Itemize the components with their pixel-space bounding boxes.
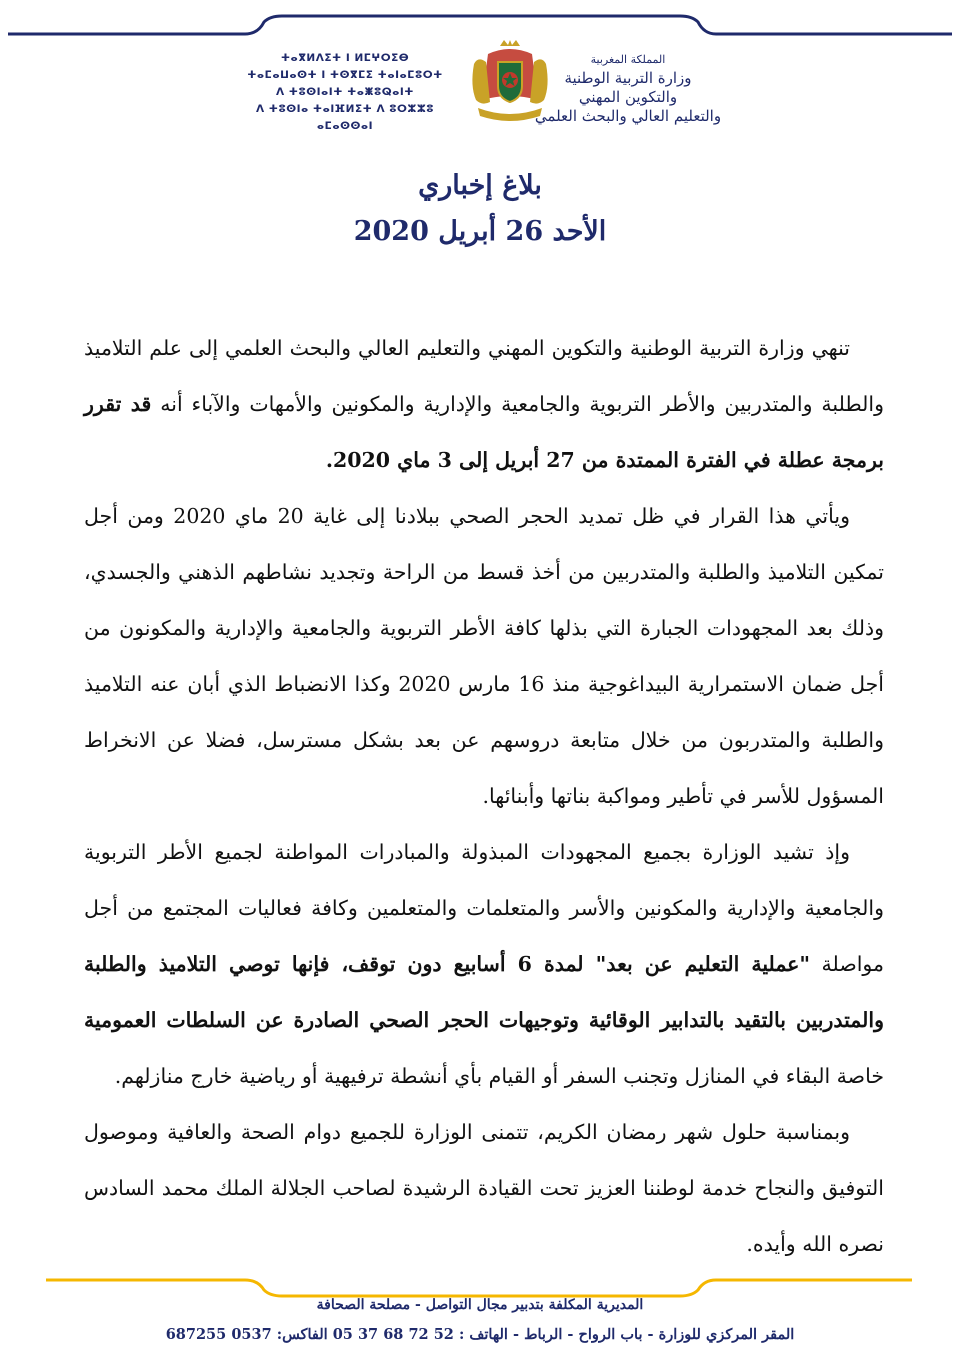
header-decorative-line [0, 0, 960, 40]
paragraph-text: وإذ تشيد الوزارة بجميع المجهودات المبذولة والمبادرات المواطنة لجميع الأطر التربوية والجامعية والإدارية والمكونين والأسر والمتعلمات والمتعلمين وكافة فعاليات المجتمع من أجل مواصلة [84, 840, 884, 976]
ministry-line: وزارة التربية الوطنية [564, 69, 692, 87]
document-date: الأحد 26 أبريل 2020 [353, 216, 607, 247]
ministry-line: والتكوين المهني [578, 88, 678, 106]
document-title: بلاغ إخباري [418, 170, 542, 201]
tifinagh-line: ⴷ ⵜⵓⵙⵏⴰ ⵜⴰⵏⴼⵍⵉⵜ ⴷ ⵓⵔⵣⵣⵓ ⴰⵎⴰⵙⵙⴰⵏ [255, 103, 435, 132]
paragraph-3 [84, 824, 884, 1104]
paragraph-text: تنهي وزارة التربية الوطنية والتكوين المهني والتعليم العالي والبحث العلمي إلى علم التلاميذ والطلبة والمتدربين والأطر التربوية والجامعية والإدارية والمكونين والأمهات والآباء أنه [84, 336, 885, 416]
paragraph-4: وبمناسبة حلول شهر رمضان الكريم، تتمنى الوزارة للجميع دوام الصحة والعافية وموصول التوفيق والنجاح خدمة لوطننا العزيز تحت القيادة الرشيدة لصاحب الجلالة الملك محمد السادس نصره الله وأيده. [84, 1120, 884, 1256]
kingdom-label: المملكة المغربية [590, 53, 666, 66]
press-release-title [0, 166, 960, 252]
tifinagh-header [230, 50, 460, 135]
ministry-line: والتعليم العالي والبحث العلمي [534, 107, 722, 125]
paragraph-bold-text: قد تقرر برمجة عطلة في الفترة الممتدة من 27 أبريل إلى 3 ماي 2020. [84, 392, 884, 472]
paragraph-bold-text: "عملية التعليم عن بعد" لمدة 6 أسابيع دون توقف، فإنها توصي التلاميذ والطلبة والمتدربين بالتقيد بالتدابير الوقائية وتوجيهات الحجر الصحي الصادرة عن السلطات العمومية [84, 952, 884, 1032]
paragraph-2: ويأتي هذا القرار في ظل تمديد الحجر الصحي ببلادنا إلى غاية 20 ماي 2020 ومن أجل تمكين التلاميذ والطلبة والمتدربين من أخذ قسط من الراحة وتجديد نشاطهم الذهني والجسدي، وذلك بعد المجهودات الجبارة التي بذلها كافة الأطر التربوية والجامعية والإدارية والمكونون من أجل ضمان الاستمرارية البيداغوجية منذ 16 مارس 2020 وكذا الانضباط الذي أبان عنه التلاميذ والطلبة والمتدربون من خلال متابعة دروسهم عن بعد بشكل مسترسل، فضلا عن الانخراط المسؤول للأسر في تأطير ومواكبة بناتها وأبنائها. [84, 504, 884, 808]
tifinagh-line: ⵜⴰⵎⴰⵡⴰⵙⵜ ⵏ ⵜⵙⴳⵎⵉ ⵜⴰⵏⴰⵎⵓⵔⵜ [247, 69, 443, 81]
footer-contact: المقر المركزي للوزارة - باب الرواح - الرباط - الهاتف : 52 72 68 37 05 الفاكس: 0537 687255 [165, 1326, 795, 1343]
tifinagh-line: ⴷ ⵜⵓⵙⵏⴰⵏⵜ ⵜⴰⵥⵓⵕⴰⵏⵜ [276, 86, 414, 98]
document-body [84, 320, 884, 1272]
paragraph-1 [84, 320, 884, 488]
footer-department: المديرية المكلفة بتدبير مجال التواصل - مصلحة الصحافة [316, 1297, 644, 1313]
ministry-header [528, 50, 728, 126]
paragraph-text: خاصة البقاء في المنازل وتجنب السفر أو القيام بأي أنشطة ترفيهية أو رياضية خارج منازلهم. [114, 1064, 884, 1088]
footer [0, 1293, 960, 1347]
tifinagh-line: ⵜⴰⴳⵍⴷⵉⵜ ⵏ ⵍⵎⵖⵔⵉⴱ [280, 52, 410, 64]
